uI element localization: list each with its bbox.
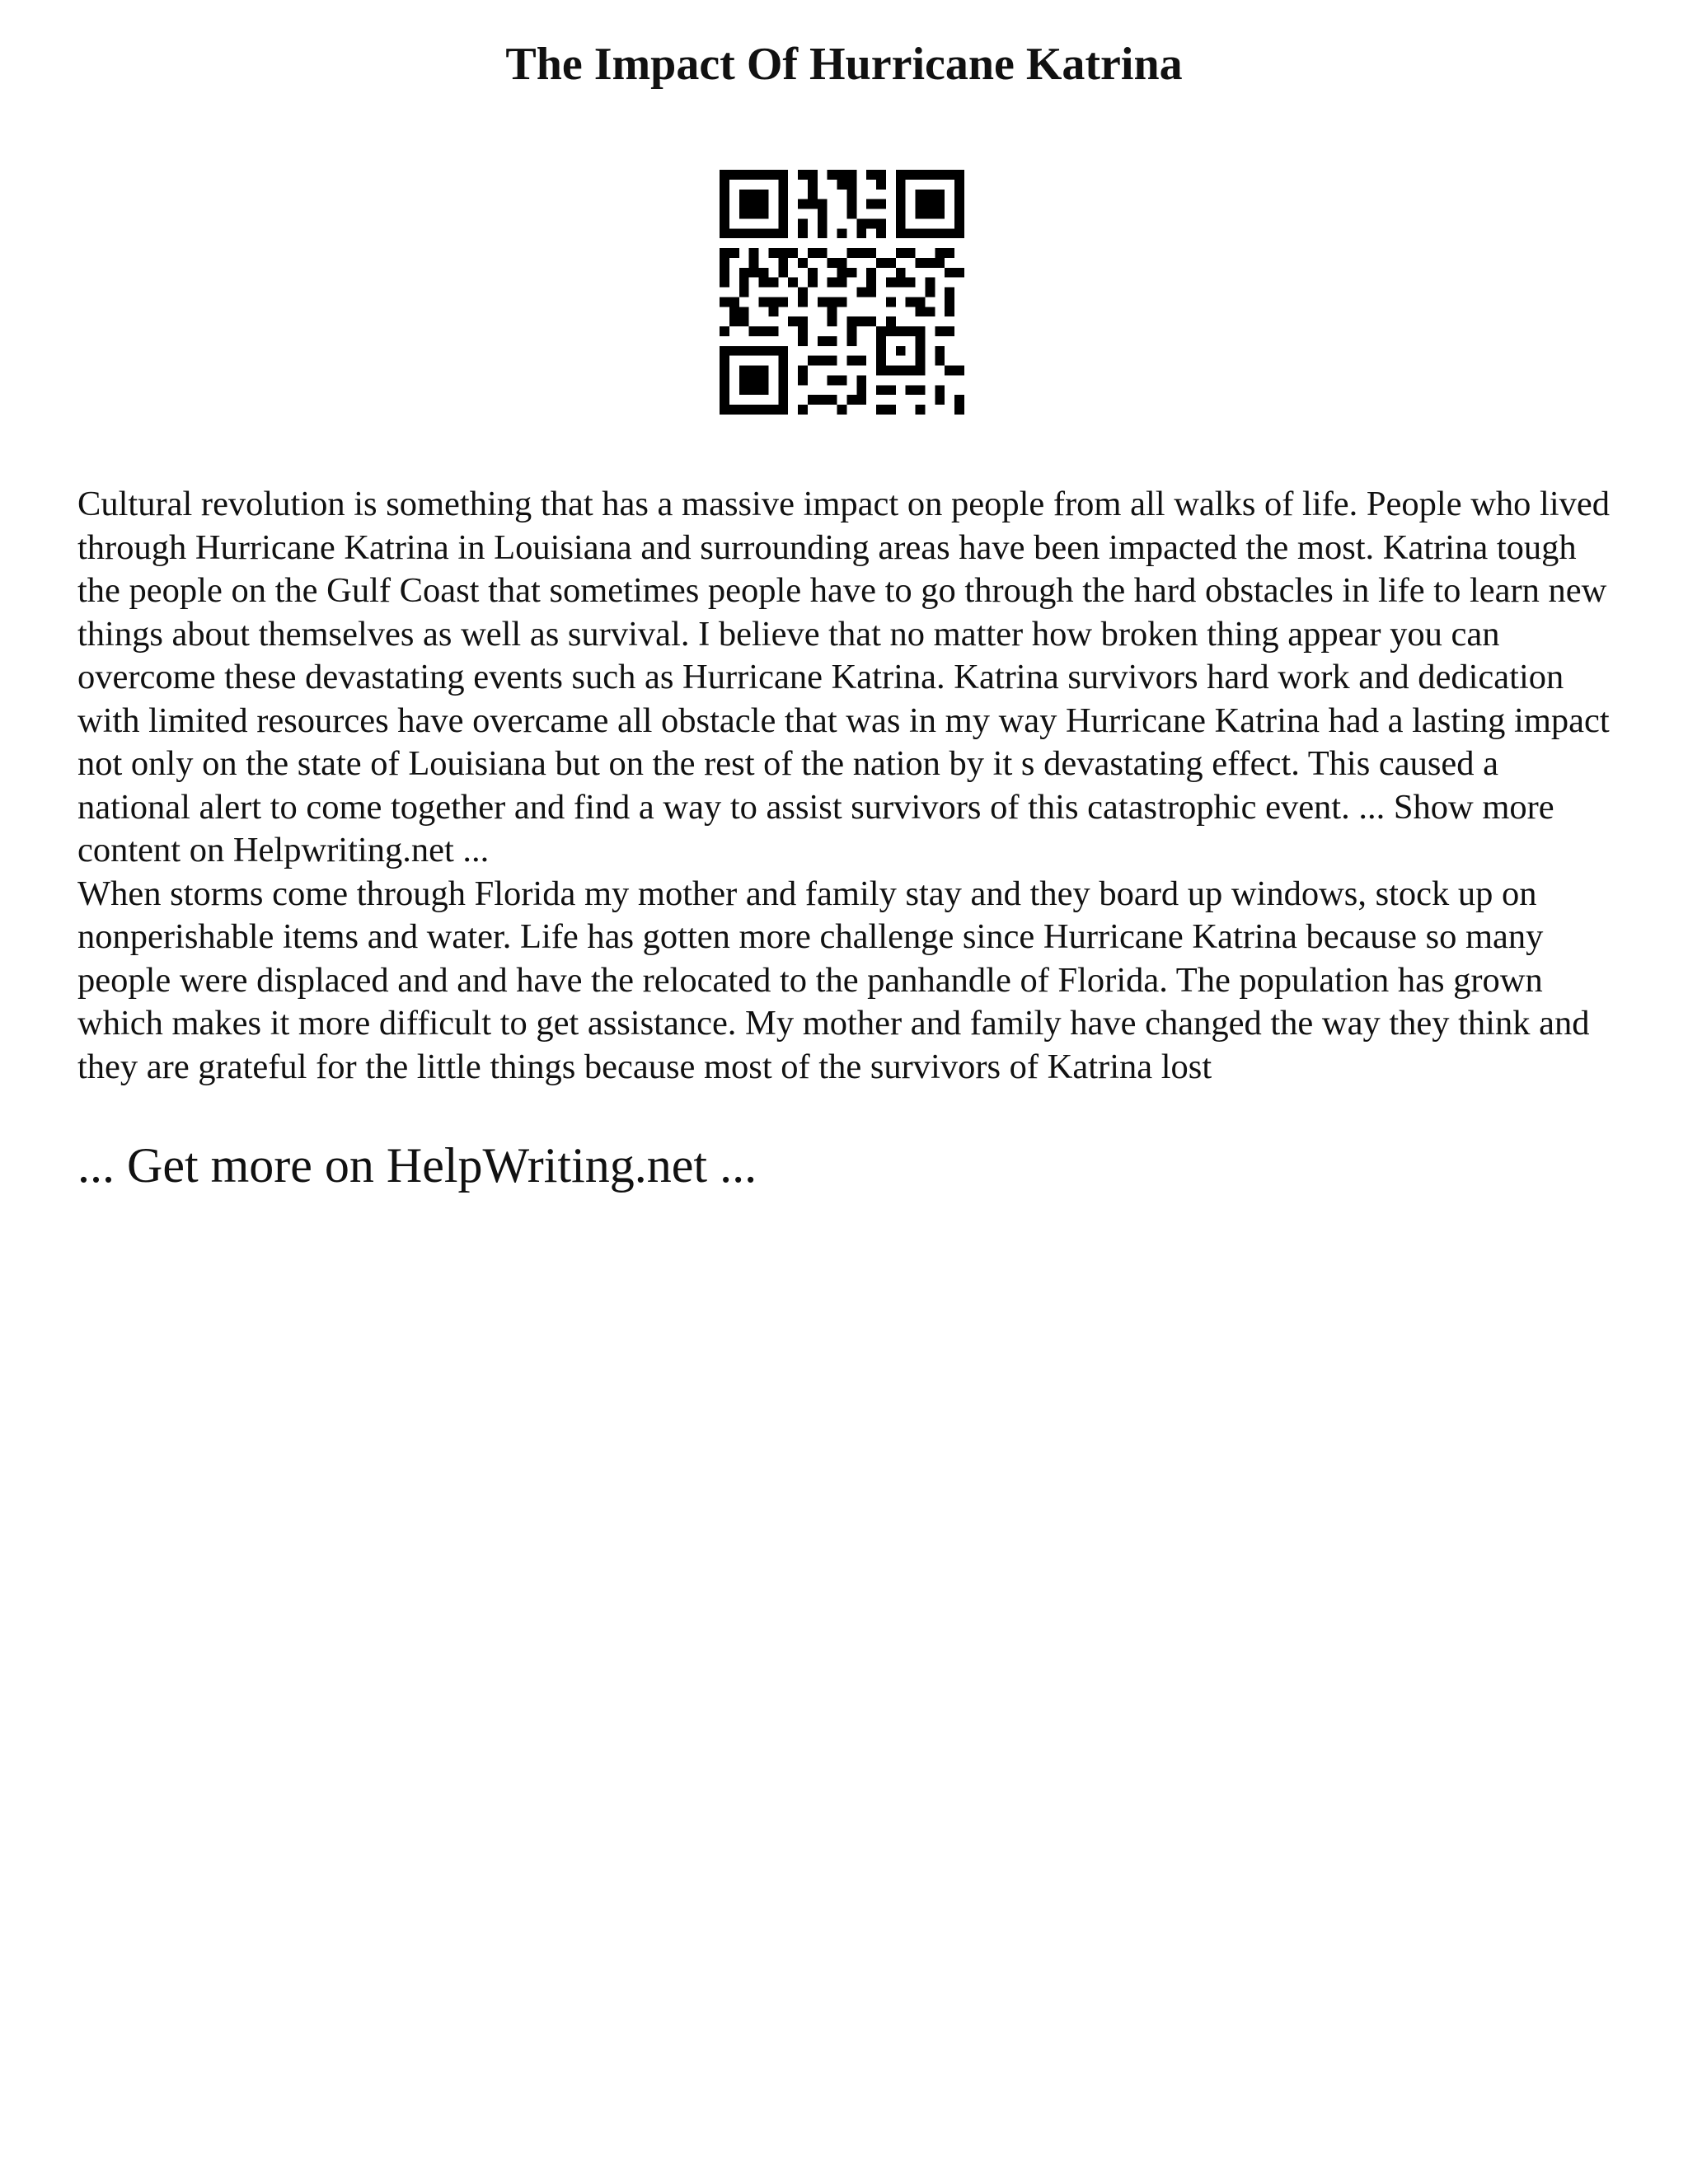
body-paragraph: Cultural revolution is something that has a massive impact on people from all walks of life. People who lived through Hurricane Katrina in Louisiana and surrounding areas have been impacted the most. Katrina tough the people on the Gulf Coast that sometimes people have to go through the hard obstacles in life to learn new things about themselves as well as survival. I believe that no matter how broken thing appear you can overcome these devastating events such as Hurricane Katrina. Katrina survivors hard work and dedication with limited resources have overcame all obstacle that was in my way Hurricane Katrina had a lasting impact not only on the state of Louisiana but on the rest of the nation by it s devastating effect. This caused a national alert to come together and find a way to assist survivors of this catastrophic event. ... Show more content on Helpwriting.net ... bbox=[77, 485, 1611, 869]
body-paragraph: When storms come through Florida my mother and family stay and they board up windows, stock up on nonperishable items and water. Life has gotten more challenge since Hurricane Katrina because so many people were displaced and and have the relocated to the panhandle of Florida. The population has grown which makes it more difficult to get assistance. My mother and family have changed the way they think and they are grateful for the little things because most of the survivors of Katrina lost bbox=[77, 874, 1590, 1086]
qr-code-icon[interactable] bbox=[720, 170, 964, 415]
page-title: The Impact Of Hurricane Katrina bbox=[505, 39, 1183, 90]
get-more-link[interactable]: ... Get more on HelpWriting.net ... bbox=[77, 1138, 757, 1193]
article-body bbox=[77, 483, 1619, 1089]
